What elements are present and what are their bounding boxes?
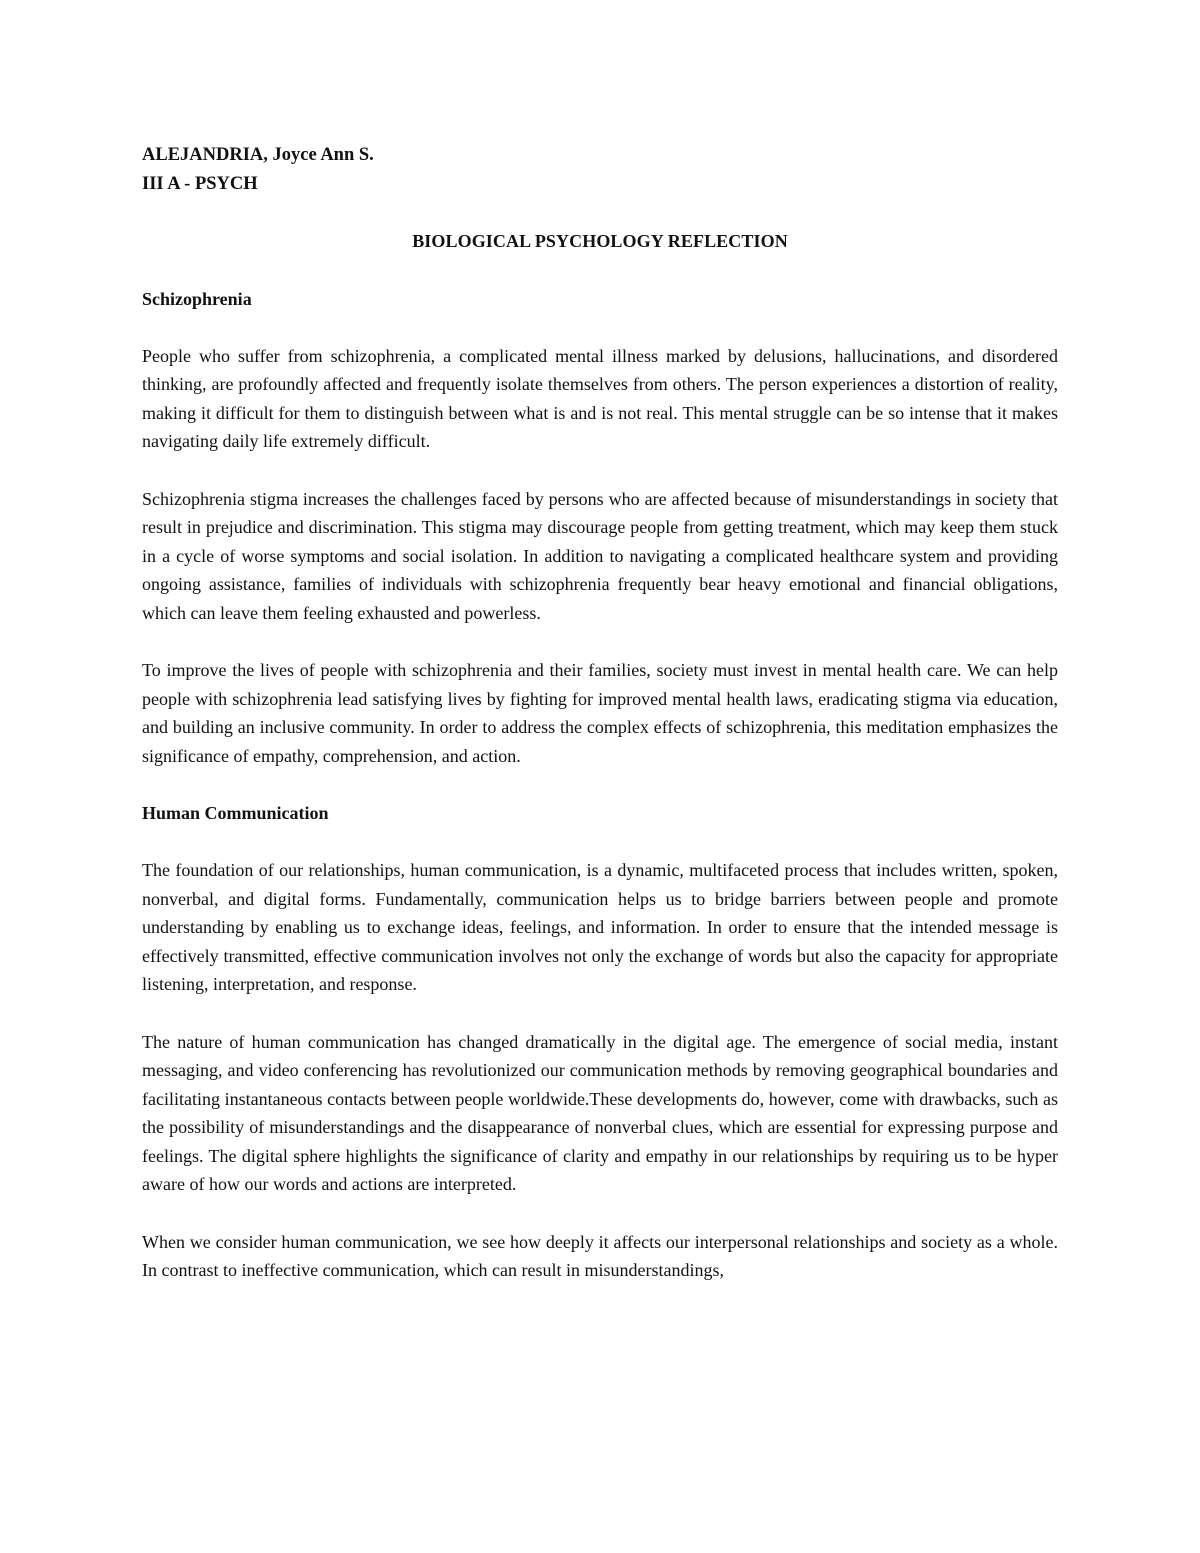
section-heading-human-communication: Human Communication — [142, 803, 329, 823]
paragraph: To improve the lives of people with schizophrenia and their families, society must invest in mental health care. We can help people with schizophrenia lead satisfying lives by fighting for improved mental health laws, eradicating stigma via education, and building an inclusive community. In order to address the complex effects of schizophrenia, this meditation emphasizes the significance of empathy, comprehension, and action. — [142, 660, 1058, 766]
paragraph: People who suffer from schizophrenia, a complicated mental illness marked by delusions, hallucinations, and disordered thinking, are profoundly affected and frequently isolate themselves from others. The person experiences a distortion of reality, making it difficult for them to distinguish between what is and is not real. This mental struggle can be so intense that it makes navigating daily life extremely difficult. — [142, 345, 1058, 451]
author-block — [142, 141, 1058, 198]
paragraph: The nature of human communication has changed dramatically in the digital age. The emergence of social media, instant messaging, and video conferencing has revolutionized our communication methods by removing geographical boundaries and facilitating instantaneous contacts between people worldwide.These developments do, however, come with drawbacks, such as the possibility of misunderstandings and the disappearance of nonverbal clues, which are essential for expressing purpose and feelings. The digital sphere highlights the significance of clarity and empathy in our relationships by requiring us to be hyper aware of how our words and actions are interpreted. — [142, 1031, 1058, 1194]
document-page — [142, 141, 1058, 1285]
class-section: III A - PSYCH — [142, 173, 258, 194]
paragraph: When we consider human communication, we see how deeply it affects our interpersonal relationships and society as a whole. In contrast to ineffective communication, which can result in misunderstandings, — [142, 1231, 1058, 1280]
section-heading-schizophrenia: Schizophrenia — [142, 288, 252, 309]
author-name: ALEJANDRIA, Joyce Ann S. — [142, 145, 374, 165]
paragraph: The foundation of our relationships, human communication, is a dynamic, multifaceted process that includes written, spoken, nonverbal, and digital forms. Fundamentally, communication helps us to bridge barriers between people and promote understanding by enabling us to exchange ideas, feelings, and information. In order to ensure that the intended message is effectively transmitted, effective communication involves not only the exchange of words but also the capacity for appropriate listening, interpretation, and response. — [142, 860, 1058, 994]
document-title: BIOLOGICAL PSYCHOLOGY REFLECTION — [412, 231, 788, 251]
paragraph: Schizophrenia stigma increases the challenges faced by persons who are affected because of misunderstandings in society that result in prejudice and discrimination. This stigma may discourage people from getting treatment, which may keep them stuck in a cycle of worse symptoms and social isolation. In addition to navigating a complicated healthcare system and providing ongoing assistance, families of individuals with schizophrenia frequently bear heavy emotional and financial obligations, which can leave them feeling exhausted and powerless. — [142, 488, 1058, 623]
